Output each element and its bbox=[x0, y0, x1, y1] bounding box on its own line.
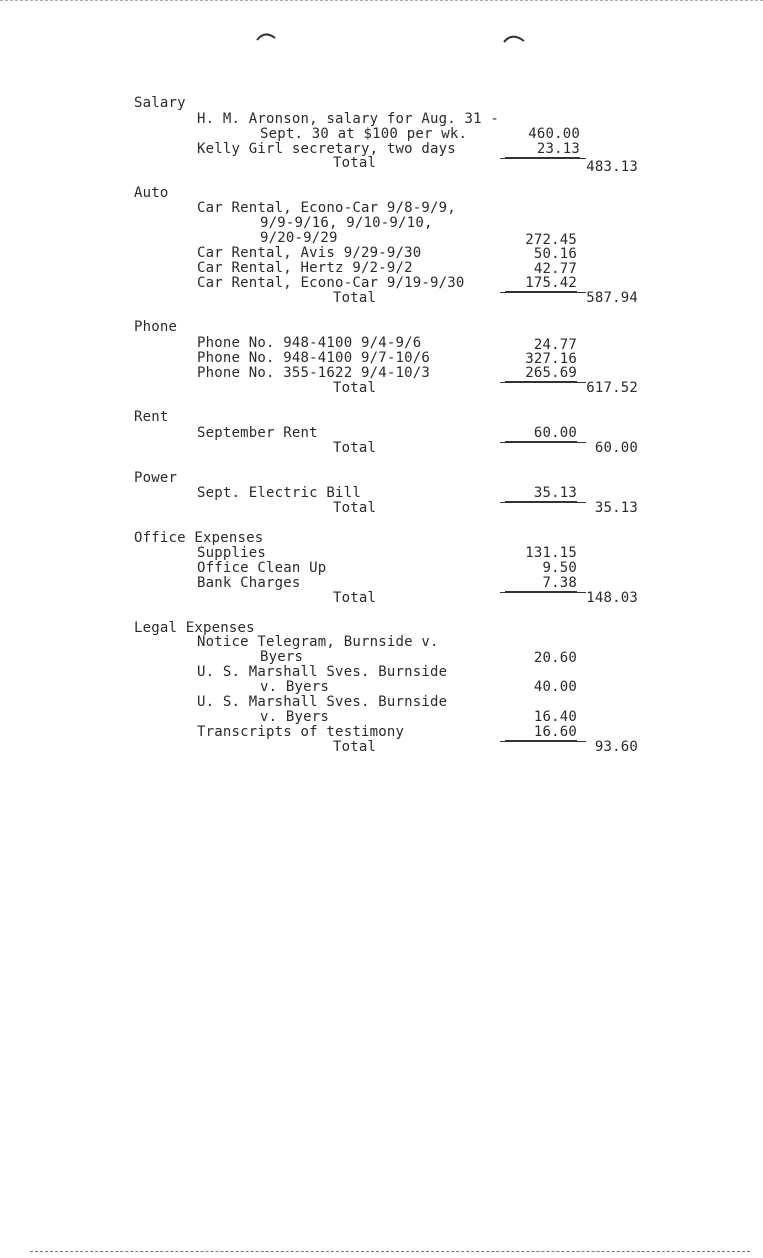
binder-hole-mark bbox=[502, 32, 526, 44]
auto-line: Car Rental, Hertz 9/2-9/2 bbox=[197, 260, 413, 276]
phone-total: 617.52 bbox=[586, 380, 638, 396]
office-line: Office Clean Up bbox=[197, 560, 327, 576]
binder-hole-mark bbox=[255, 30, 277, 42]
office-total: 148.03 bbox=[586, 590, 638, 606]
auto-amount: 50.16 bbox=[533, 246, 577, 262]
auto-line: Car Rental, Avis 9/29-9/30 bbox=[197, 245, 422, 261]
auto-total-label: Total bbox=[333, 290, 377, 306]
salary-total: 483.13 bbox=[586, 159, 638, 175]
rent-amount: 60.00 bbox=[505, 426, 577, 442]
perforation-top bbox=[0, 0, 763, 3]
power-total-label: Total bbox=[333, 500, 377, 516]
office-heading: Office Expenses bbox=[134, 530, 264, 546]
perforation-bottom bbox=[30, 1251, 750, 1253]
legal-amount: 40.00 bbox=[533, 679, 577, 695]
power-line: Sept. Electric Bill bbox=[197, 485, 361, 501]
rent-total: 60.00 bbox=[594, 440, 638, 456]
auto-line: 9/9-9/16, 9/10-9/10, bbox=[260, 215, 433, 231]
auto-heading: Auto bbox=[134, 185, 169, 201]
salary-total-label: Total bbox=[333, 155, 377, 171]
phone-heading: Phone bbox=[134, 319, 178, 335]
legal-line: U. S. Marshall Sves. Burnside bbox=[197, 694, 448, 710]
legal-line: Byers bbox=[260, 649, 304, 665]
auto-amount: 42.77 bbox=[533, 261, 577, 277]
legal-total: 93.60 bbox=[594, 739, 638, 755]
power-heading: Power bbox=[134, 470, 178, 486]
legal-total-label: Total bbox=[333, 739, 377, 755]
salary-amount: 460.00 bbox=[528, 126, 580, 142]
phone-amount: 327.16 bbox=[525, 351, 577, 367]
salary-line: Sept. 30 at $100 per wk. bbox=[260, 126, 468, 142]
auto-line: 9/20-9/29 bbox=[260, 230, 338, 246]
rent-total-label: Total bbox=[333, 440, 377, 456]
legal-line: v. Byers bbox=[260, 679, 330, 695]
auto-line: Car Rental, Econo-Car 9/19-9/30 bbox=[197, 275, 465, 291]
auto-line: Car Rental, Econo-Car 9/8-9/9, bbox=[197, 200, 456, 216]
office-total-label: Total bbox=[333, 590, 377, 606]
legal-line: Transcripts of testimony bbox=[197, 724, 405, 740]
auto-total: 587.94 bbox=[586, 290, 638, 306]
power-amount: 35.13 bbox=[505, 486, 577, 502]
legal-amount: 16.40 bbox=[533, 709, 577, 725]
legal-line: U. S. Marshall Sves. Burnside bbox=[197, 664, 448, 680]
phone-line: Phone No. 948-4100 9/7-10/6 bbox=[197, 350, 430, 366]
legal-line: v. Byers bbox=[260, 709, 330, 725]
phone-line: Phone No. 948-4100 9/4-9/6 bbox=[197, 335, 422, 351]
salary-line: H. M. Aronson, salary for Aug. 31 - bbox=[197, 111, 500, 127]
phone-amount: 265.69 bbox=[505, 366, 577, 382]
salary-heading: Salary bbox=[134, 95, 186, 111]
phone-total-label: Total bbox=[333, 380, 377, 396]
salary-amount: 23.13 bbox=[505, 142, 580, 158]
auto-amount: 175.42 bbox=[505, 276, 577, 292]
total-rule bbox=[500, 158, 586, 159]
office-amount: 7.38 bbox=[505, 576, 577, 592]
legal-amount: 20.60 bbox=[533, 650, 577, 666]
legal-amount: 16.60 bbox=[505, 725, 577, 741]
power-total: 35.13 bbox=[594, 500, 638, 516]
phone-line: Phone No. 355-1622 9/4-10/3 bbox=[197, 365, 430, 381]
office-amount: 9.50 bbox=[542, 560, 577, 576]
legal-line: Notice Telegram, Burnside v. bbox=[197, 634, 439, 650]
office-line: Supplies bbox=[197, 545, 267, 561]
office-line: Bank Charges bbox=[197, 575, 301, 591]
legal-heading: Legal Expenses bbox=[134, 620, 255, 636]
phone-amount: 24.77 bbox=[533, 337, 577, 353]
salary-line: Kelly Girl secretary, two days bbox=[197, 141, 456, 157]
rent-heading: Rent bbox=[134, 409, 169, 425]
rent-line: September Rent bbox=[197, 425, 318, 441]
auto-amount: 272.45 bbox=[525, 232, 577, 248]
office-amount: 131.15 bbox=[525, 545, 577, 561]
